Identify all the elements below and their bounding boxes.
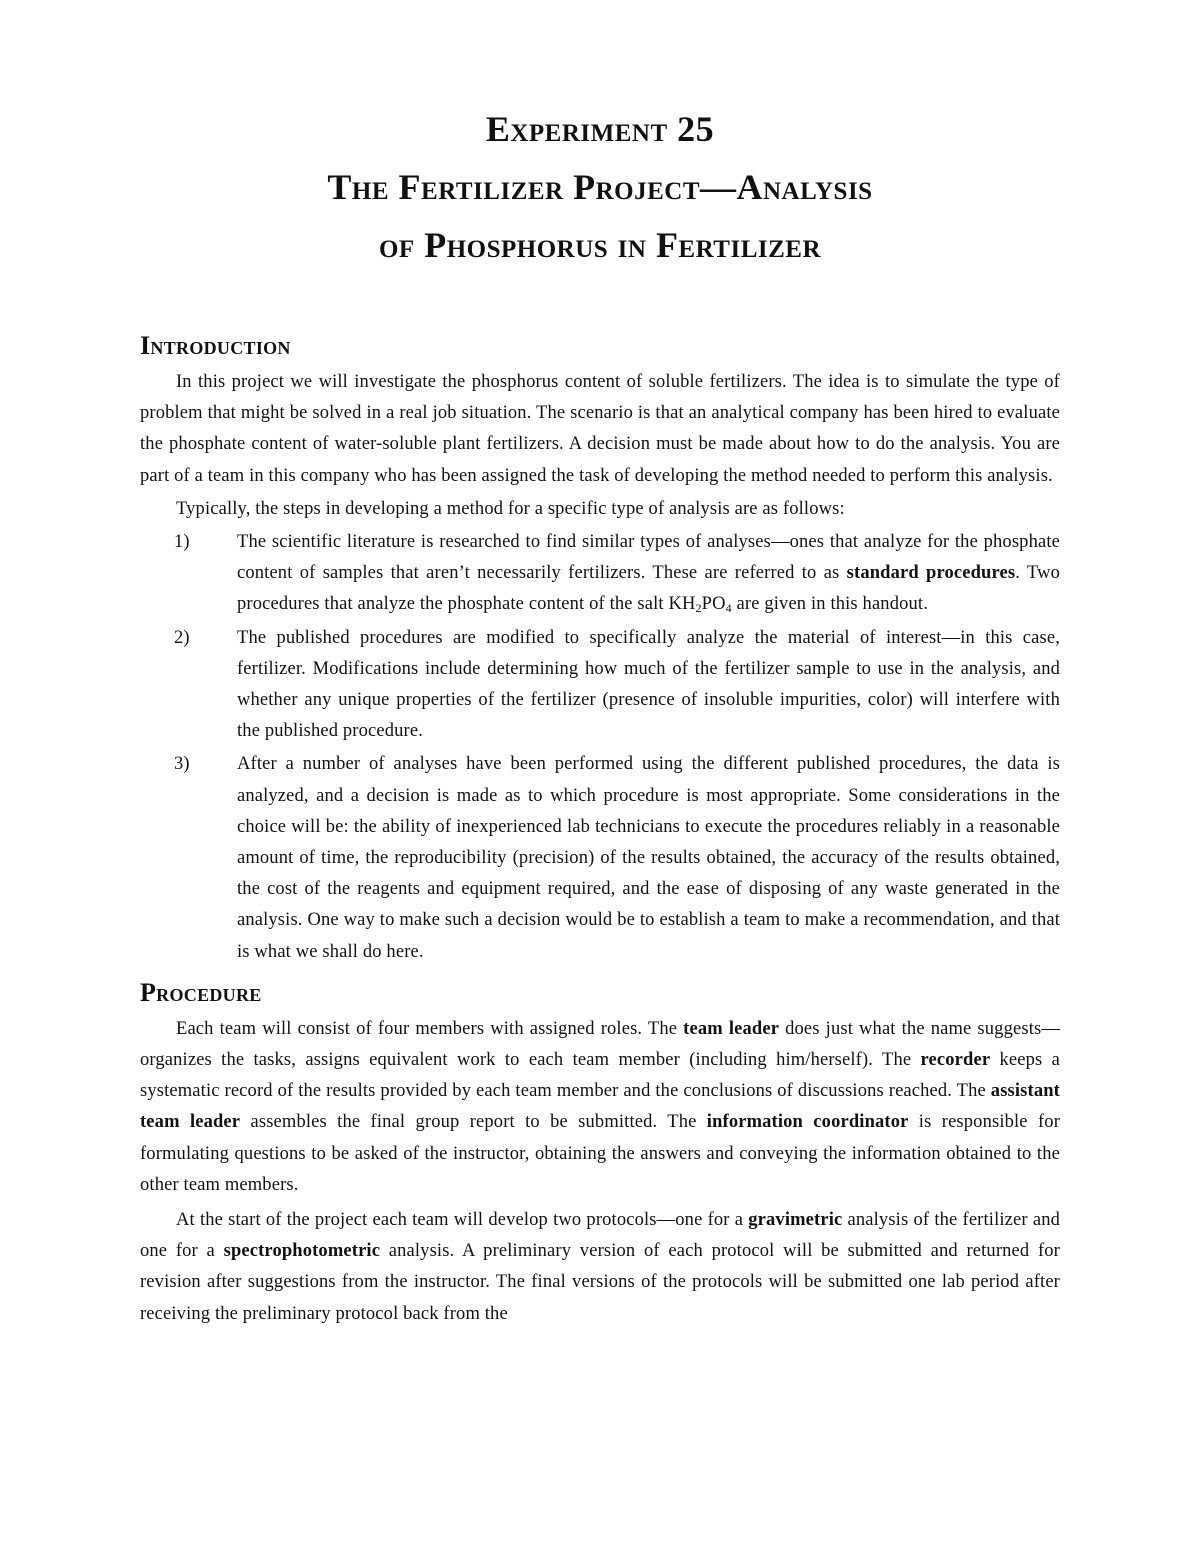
list-item	[140, 749, 1060, 967]
paragraph-text: is responsible for formulating questions to be asked of the instructor, obtaining the answers and conveying the information obtained to the other team members.	[140, 1112, 1061, 1195]
method-steps-list	[140, 527, 1060, 968]
step-text: After a number of analyses have been performed using the different published procedures, the data is analyzed, and a decision is made as to which procedure is most appropriate. Some considerations in the choice will be: the ability of inexperienced lab technicians to execute the procedures reliably in a reasonable amount of time, the reproducibility (precision) of the results obtained, the accuracy of the results obtained, the cost of the reagents and equipment required, and the ease of disposing of any waste generated in the analysis. One way to make such a decision would be to establish a team to make a recommendation, and that is what we shall do here.	[237, 754, 1060, 962]
bold-term-team-leader: team leader	[683, 1018, 780, 1039]
introduction-paragraph-1: In this project we will investigate the phosphorus content of soluble fertilizers. The idea is to simulate the type of problem that might be solved in a real job situation. The scenario is that an analytical company has been hired to evaluate the phosphate content of water-soluble plant fertilizers. A decision must be made about how to do the analysis. You are part of a team in this company who has been assigned the task of developing the method needed to perform this analysis.	[140, 372, 1060, 486]
procedure-paragraph-2	[140, 1205, 1060, 1330]
bold-term-recorder: recorder	[920, 1050, 991, 1071]
bold-term-assistant-team-leader: assistant team leader	[140, 1081, 1060, 1133]
introduction-paragraph-2: Typically, the steps in developing a method for a specific type of analysis are as follows:	[176, 498, 845, 519]
step-number: 2)	[174, 627, 190, 648]
step-number: 3)	[174, 754, 190, 775]
list-item	[140, 527, 1060, 621]
paragraph-text: Each team will consist of four members with assigned roles. The	[176, 1018, 684, 1039]
bold-term-information-coordinator: information coordinator	[706, 1112, 909, 1133]
paragraph-text: analysis of the fertilizer and one for a	[140, 1210, 1060, 1262]
paragraph-text: assembles the final group report to be submitted. The	[240, 1112, 707, 1133]
title-line-1: Experiment 25	[485, 109, 715, 149]
subscript: 2	[695, 601, 702, 616]
paragraph-text: At the start of the project each team will develop two protocols—one for a	[176, 1210, 749, 1231]
step-bold-term: standard procedures	[846, 563, 1016, 584]
bold-term-gravimetric: gravimetric	[748, 1210, 843, 1231]
step-text: . Two procedures that analyze the phosphate content of the salt KH	[237, 563, 1060, 615]
subscript: 4	[725, 601, 732, 616]
paragraph-text: does just what the name suggests—organizes the tasks, assigns equivalent work to each team member (including him/herself). The	[140, 1018, 1060, 1071]
procedure-heading: Procedure	[140, 977, 262, 1007]
procedure-paragraph-1	[140, 1014, 1060, 1201]
step-number: 1)	[174, 532, 190, 553]
document-title	[0, 100, 1200, 274]
document-body	[140, 325, 1060, 1330]
title-line-2: The Fertilizer Project—Analysis	[327, 167, 873, 207]
title-line-3: of Phosphorus in Fertilizer	[378, 225, 821, 265]
paragraph-text: keeps a systematic record of the results provided by each team member and the conclusions of discussions reached. The	[140, 1050, 1060, 1102]
step-text: The scientific literature is researched to find similar types of analyses—ones that analyze for the phosphate content of samples that aren’t necessarily fertilizers. These are referred to as	[237, 532, 1060, 584]
step-text: are given in this handout.	[731, 594, 928, 615]
introduction-heading: Introduction	[140, 331, 291, 360]
bold-term-spectrophotometric: spectrophotometric	[223, 1241, 381, 1262]
step-text: The published procedures are modified to specifically analyze the material of interest—in this case, fertilizer. Modifications include determining how much of the fertilizer sample to use in the analysis, and whether any unique properties of the fertilizer (presence of insoluble impurities, color) will interfere with the published procedure.	[237, 627, 1060, 742]
step-text: PO	[701, 594, 726, 615]
list-item	[140, 623, 1060, 748]
paragraph-text: analysis. A preliminary version of each protocol will be submitted and returned for revision after suggestions from the instructor. The final versions of the protocols will be submitted one lab period after receiving the preliminary protocol back from the	[140, 1241, 1060, 1324]
